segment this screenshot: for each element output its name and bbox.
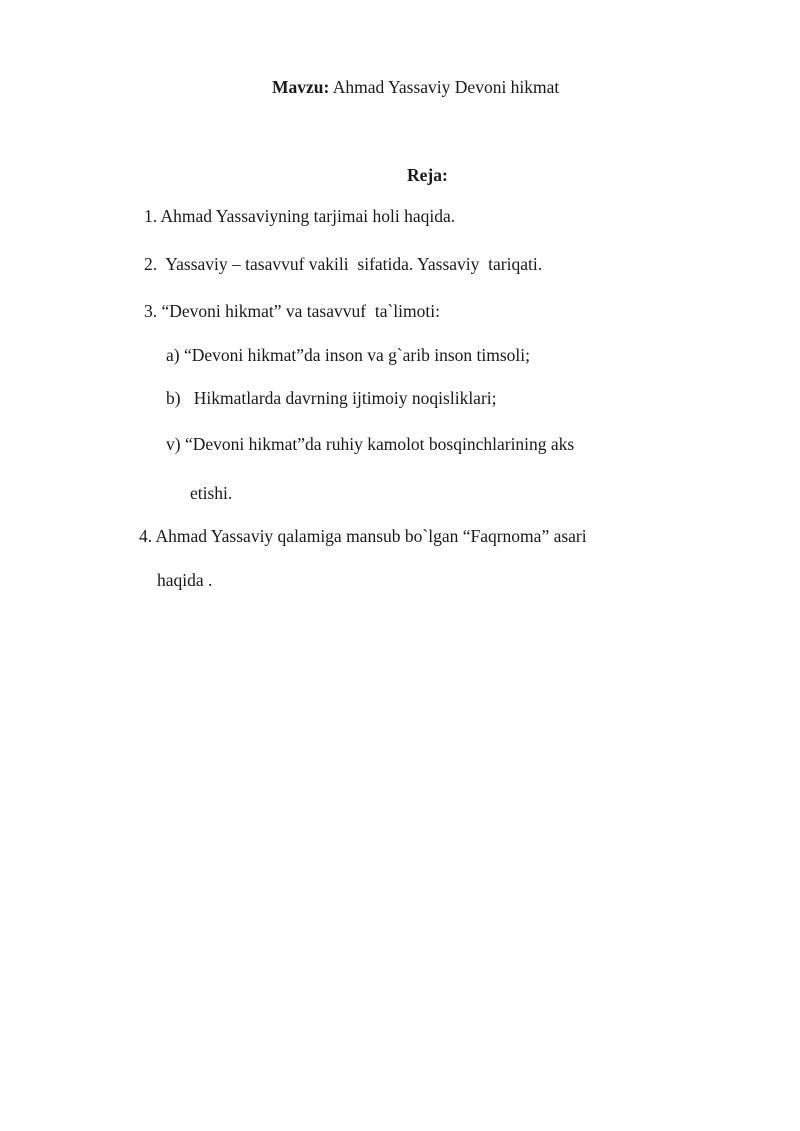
plan-subitem-v: v) “Devoni hikmat”da ruhiy kamolot bosqinchlarining aks (166, 434, 575, 454)
plan-title: Reja: (407, 165, 448, 185)
plan-item-1: 1. Ahmad Yassaviyning tarjimai holi haqida. (144, 206, 456, 226)
plan-item-2: 2. Yassaviy – tasavvuf vakili sifatida. Yassaviy tariqati. (144, 254, 543, 274)
plan-subitem-b: b) Hikmatlarda davrning ijtimoiy noqisliklari; (166, 388, 497, 408)
plan-subitem-v-continued: etishi. (190, 483, 233, 503)
topic-heading (272, 79, 559, 97)
plan-subitem-a: a) “Devoni hikmat”da inson va g`arib inson timsoli; (166, 345, 531, 365)
topic-text: Ahmad Yassaviy Devoni hikmat (329, 77, 560, 97)
topic-label: Mavzu: (272, 77, 330, 97)
plan-item-4-continued: haqida . (157, 570, 213, 590)
plan-item-3: 3. “Devoni hikmat” va tasavvuf ta`limoti: (144, 301, 440, 321)
plan-item-4: 4. Ahmad Yassaviy qalamiga mansub bo`lgan “Faqrnoma” asari (139, 526, 587, 546)
